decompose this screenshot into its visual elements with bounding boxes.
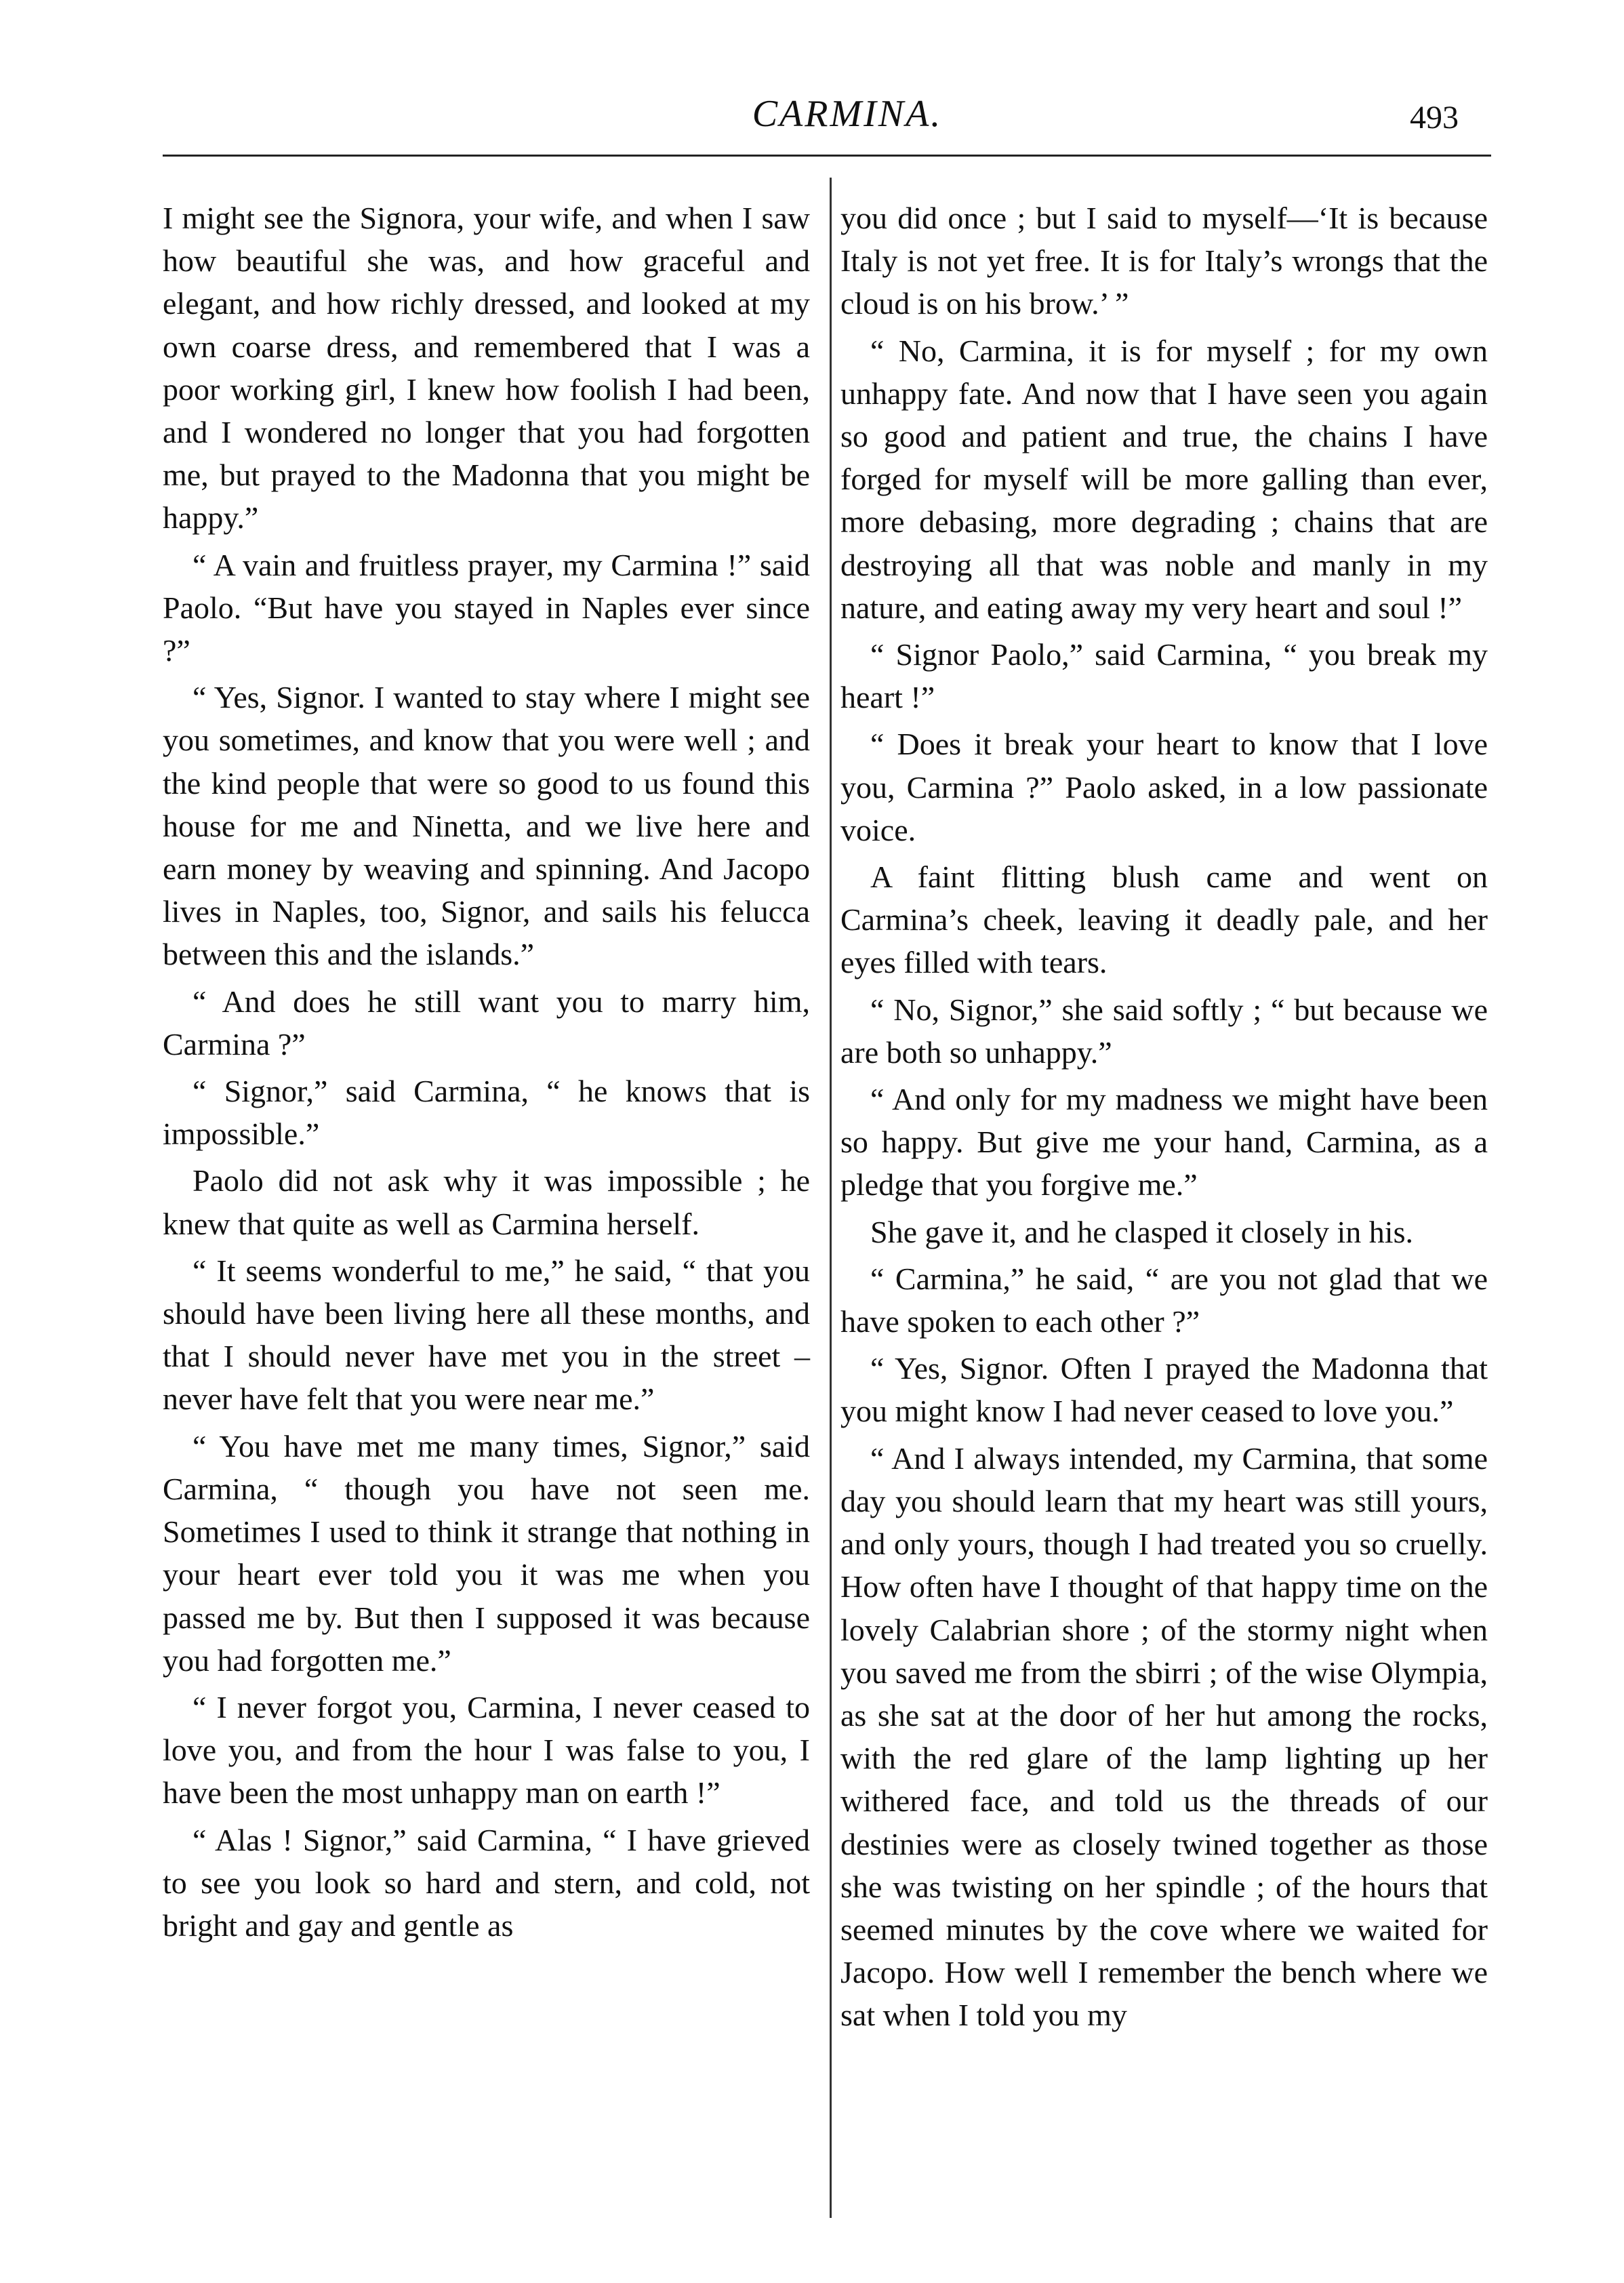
paragraph: I might see the Signora, your wife, and when I saw how beautiful she was, and how graceful and elegant, and how richly dressed, and looked at my own coarse dress, and remembered that I was a poor working girl, I knew how foolish I had been, and I wondered no longer that you had forgotten me, but prayed to the Madonna that you might be happy.” xyxy=(163,201,810,536)
paragraph: “ I never forgot you, Carmina, I never ceased to love you, and from the hour I was false to you, I have been the most unhappy man on earth !” xyxy=(163,1689,810,1811)
paragraph: Paolo did not ask why it was impossible ; he knew that quite as well as Carmina herself. xyxy=(163,1163,810,1241)
paragraph: “ No, Carmina, it is for myself ; for my own unhappy fate. And now that I have seen you again so good and patient and true, the chains I have forged for myself will be more galling than ever, more debasing, more degrading ; chains that are destroying all that was noble and manly in my nature, and eating away my very heart and soul !” xyxy=(840,333,1488,625)
paragraph: “ Alas ! Signor,” said Carmina, “ I have grieved to see you look so hard and stern, and cold, not bright and gay and gentle as xyxy=(163,1822,810,1943)
paragraph: “ A vain and fruitless prayer, my Carmina !” said Paolo. “But have you stayed in Naples ever since ?” xyxy=(163,547,810,668)
paragraph: “ And does he still want you to marry him, Carmina ?” xyxy=(163,984,810,1062)
paragraph: A faint flitting blush came and went on Carmina’s cheek, leaving it deadly pale, and her eyes filled with tears. xyxy=(840,860,1488,980)
paragraph: “ Signor,” said Carmina, “ he knows that is impossible.” xyxy=(163,1074,810,1152)
paragraph: “ Yes, Signor. I wanted to stay where I might see you sometimes, and know that you were well ; and the kind people that were so good to us found this house for me and Ninetta, and we live here and earn money by weaving and spinning. And Jacopo lives in Naples, too, Signor, and sails his felucca between this and the islands.” xyxy=(163,680,810,972)
paragraph: “ It seems wonderful to me,” he said, “ that you should have been living here all these months, and that I should never have met you in the street – never have felt that you were near me.” xyxy=(163,1253,810,1417)
paragraph: She gave it, and he clasped it closely in his. xyxy=(870,1214,1413,1249)
page-number: 493 xyxy=(1410,100,1459,136)
column-divider xyxy=(830,178,832,2218)
page-header xyxy=(0,81,1624,149)
running-title: CARMINA. xyxy=(752,93,943,135)
header-rule xyxy=(163,155,1491,157)
paragraph: “ And only for my madness we might have been so happy. But give me your hand, Carmina, as a pledge that you forgive me.” xyxy=(840,1082,1488,1203)
paragraph: “ Carmina,” he said, “ are you not glad that we have spoken to each other ?” xyxy=(840,1261,1488,1339)
paragraph: you did once ; but I said to myself—‘It is because Italy is not yet free. It is for Italy’s wrongs that the cloud is on his brow.’ ” xyxy=(840,201,1488,321)
right-column xyxy=(840,197,1488,2037)
paragraph: “ And I always intended, my Carmina, that some day you should learn that my heart was still yours, and only yours, though I had treated you so cruelly. How often have I thought of that happy time on the lovely Calabrian shore ; of the stormy night when you saved me from the sbirri ; of the wise Olympia, as she sat at the door of her hut among the rocks, with the red glare of the lamp lighting up her withered face, and told us the threads of our destinies were as closely twined together as those she was twisting on her spindle ; of the hours that seemed minutes by the cove where we waited for Jacopo. How well I remember the bench where we sat when I told you my xyxy=(840,1440,1488,2033)
paragraph: “ Does it break your heart to know that I love you, Carmina ?” Paolo asked, in a low passionate voice. xyxy=(840,727,1488,847)
paragraph: “ No, Signor,” she said softly ; “ but because we are both so unhappy.” xyxy=(840,992,1488,1070)
paragraph: “ Yes, Signor. Often I prayed the Madonna that you might know I had never ceased to love you.” xyxy=(840,1351,1488,1429)
paragraph: “ You have met me many times, Signor,” said Carmina, “ though you have not seen me. Sometimes I used to think it strange that nothing in your heart ever told you it was me when you passed me by. But then I supposed it was because you had forgotten me.” xyxy=(163,1428,810,1678)
paragraph: “ Signor Paolo,” said Carmina, “ you break my heart !” xyxy=(840,637,1488,715)
left-column xyxy=(163,197,810,1947)
